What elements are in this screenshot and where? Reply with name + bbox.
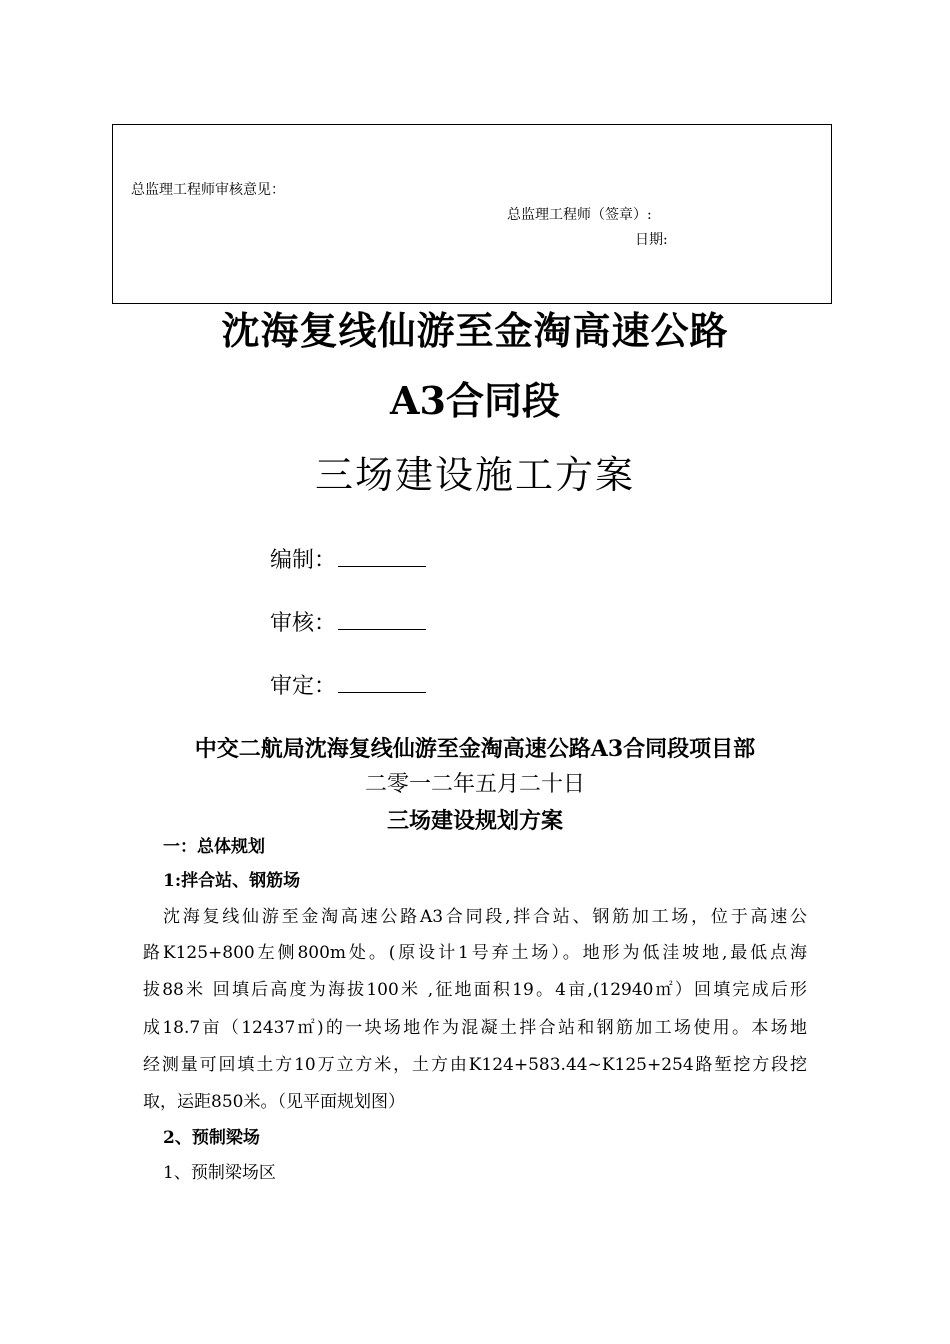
reviewed-by-label: 审核： bbox=[270, 611, 337, 636]
compiled-by-label: 编制： bbox=[270, 548, 337, 573]
mixing-station-heading: 1:拌合站、钢筋场 bbox=[163, 871, 301, 891]
approved-by-blank bbox=[338, 670, 426, 693]
supervisor-review-box bbox=[112, 124, 832, 304]
review-date-label: 日期: bbox=[635, 232, 668, 248]
project-title: 沈海复线仙游至金淘高速公路 bbox=[221, 308, 729, 353]
precast-yard-item: 1、预制梁场区 bbox=[163, 1163, 276, 1183]
paragraph-line: 成18.7亩（12437㎡)的一块场地作为混凝土拌合站和钢筋加工场使用。本场地 bbox=[143, 1018, 807, 1038]
paragraph-line: 取，运距850米。（见平面规划图） bbox=[143, 1092, 405, 1112]
review-signer-label: 总监理工程师（签章）: bbox=[507, 207, 652, 223]
paragraph-line: 经测量可回填土方10万立方米，土方由K124+583.44~K125+254路堑挖方段挖 bbox=[143, 1055, 807, 1075]
reviewed-by-blank bbox=[338, 607, 426, 630]
approved-by-label: 审定： bbox=[270, 674, 337, 699]
paragraph-line: 路K125+800左侧800m处。(原设计1号弃土场）。地形为低洼坡地,最低点海 bbox=[143, 943, 807, 963]
contract-section-title: A3合同段 bbox=[390, 378, 560, 423]
general-plan-heading: 一：总体规划 bbox=[163, 837, 265, 857]
paragraph-line: 沈海复线仙游至金淘高速公路A3合同段,拌合站、钢筋加工场，位于高速公 bbox=[163, 907, 807, 927]
paragraph-line: 拔88米 回填后高度为海拔100米 ,征地面积19。4亩,(12940㎡）回填完成后形 bbox=[143, 980, 807, 1000]
plan-title: 三场建设施工方案 bbox=[314, 453, 635, 497]
document-subtitle: 三场建设规划方案 bbox=[386, 808, 563, 834]
precast-yard-heading: 2、预制梁场 bbox=[163, 1128, 260, 1148]
compiled-by-row bbox=[270, 544, 426, 576]
organization-name: 中交二航局沈海复线仙游至金淘高速公路A3合同段项目部 bbox=[194, 736, 756, 762]
approved-by-row bbox=[270, 670, 426, 702]
reviewed-by-row bbox=[270, 607, 426, 639]
compiled-by-blank bbox=[338, 544, 426, 567]
review-opinion-label: 总监理工程师审核意见： bbox=[131, 182, 285, 198]
document-date: 二零一二年五月二十日 bbox=[364, 772, 585, 797]
